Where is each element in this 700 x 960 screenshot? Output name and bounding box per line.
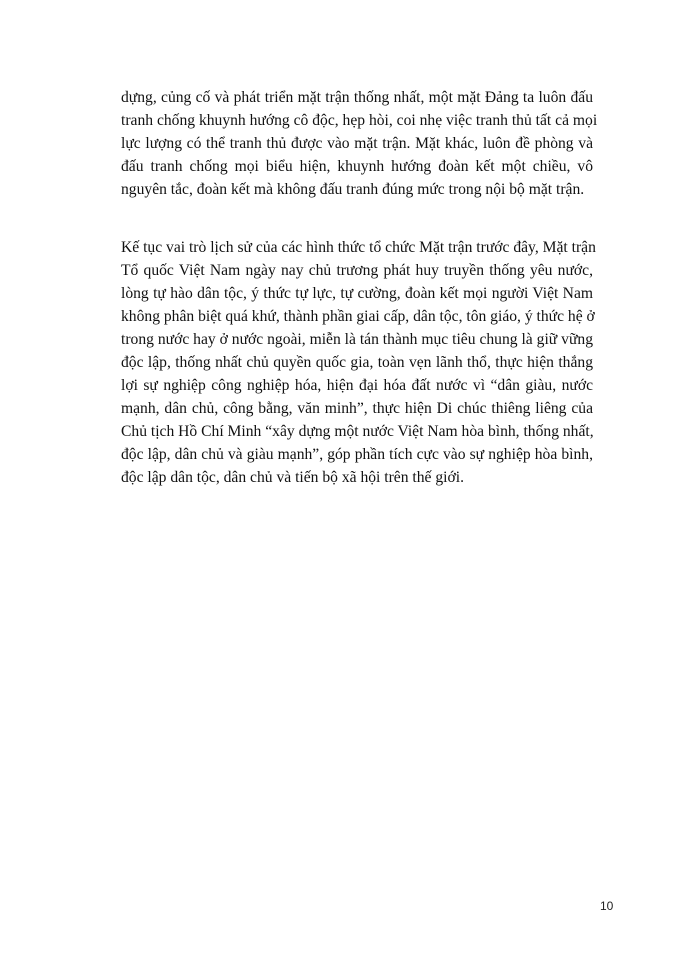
paragraph-line: Tổ quốc Việt Nam ngày nay chủ trương phát huy truyền thống yêu nước, — [121, 262, 593, 279]
paragraph-line: không phân biệt quá khứ, thành phần giai cấp, dân tộc, tôn giáo, ý thức hệ ở — [121, 308, 595, 325]
paragraph-line: dựng, củng cố và phát triển mặt trận thống nhất, một mặt Đảng ta luôn đấu — [121, 89, 593, 106]
paragraph-line: lợi sự nghiệp công nghiệp hóa, hiện đại hóa đất nước vì “dân giàu, nước — [121, 377, 593, 394]
paragraph-line: đấu tranh chống mọi biểu hiện, khuynh hướng đoàn kết một chiều, vô — [121, 158, 593, 175]
paragraph-line: mạnh, dân chủ, công bằng, văn minh”, thực hiện Di chúc thiêng liêng của — [121, 400, 593, 417]
paragraph-line: độc lập, thống nhất chủ quyền quốc gia, toàn vẹn lãnh thổ, thực hiện thắng — [121, 354, 593, 371]
paragraph-line: Chủ tịch Hồ Chí Minh “xây dựng một nước Việt Nam hòa bình, thống nhất, — [121, 423, 594, 440]
paragraph-line: lòng tự hào dân tộc, ý thức tự lực, tự cường, đoàn kết mọi người Việt Nam — [121, 285, 593, 302]
paragraph-line: trong nước hay ở nước ngoài, miễn là tán thành mục tiêu chung là giữ vững — [121, 331, 593, 348]
paragraph-line: độc lập, dân chủ và giàu mạnh”, góp phần tích cực vào sự nghiệp hòa bình, — [121, 446, 593, 463]
paragraph-line: Kế tục vai trò lịch sử của các hình thức tổ chức Mặt trận trước đây, Mặt trận — [121, 239, 596, 256]
paragraph-line: nguyên tắc, đoàn kết mà không đấu tranh đúng mức trong nội bộ mặt trận. — [121, 181, 585, 198]
paragraph-2 — [121, 236, 596, 489]
paragraph-line: lực lượng có thể tranh thủ được vào mặt trận. Mặt khác, luôn đề phòng và — [121, 135, 593, 152]
paragraph-1 — [121, 86, 598, 201]
paragraph-line: tranh chống khuynh hướng cô độc, hẹp hòi, coi nhẹ việc tranh thủ tất cả mọi — [121, 112, 598, 129]
paragraph-line: độc lập dân tộc, dân chủ và tiến bộ xã hội trên thế giới. — [121, 469, 464, 486]
page-number: 10 — [600, 899, 614, 913]
